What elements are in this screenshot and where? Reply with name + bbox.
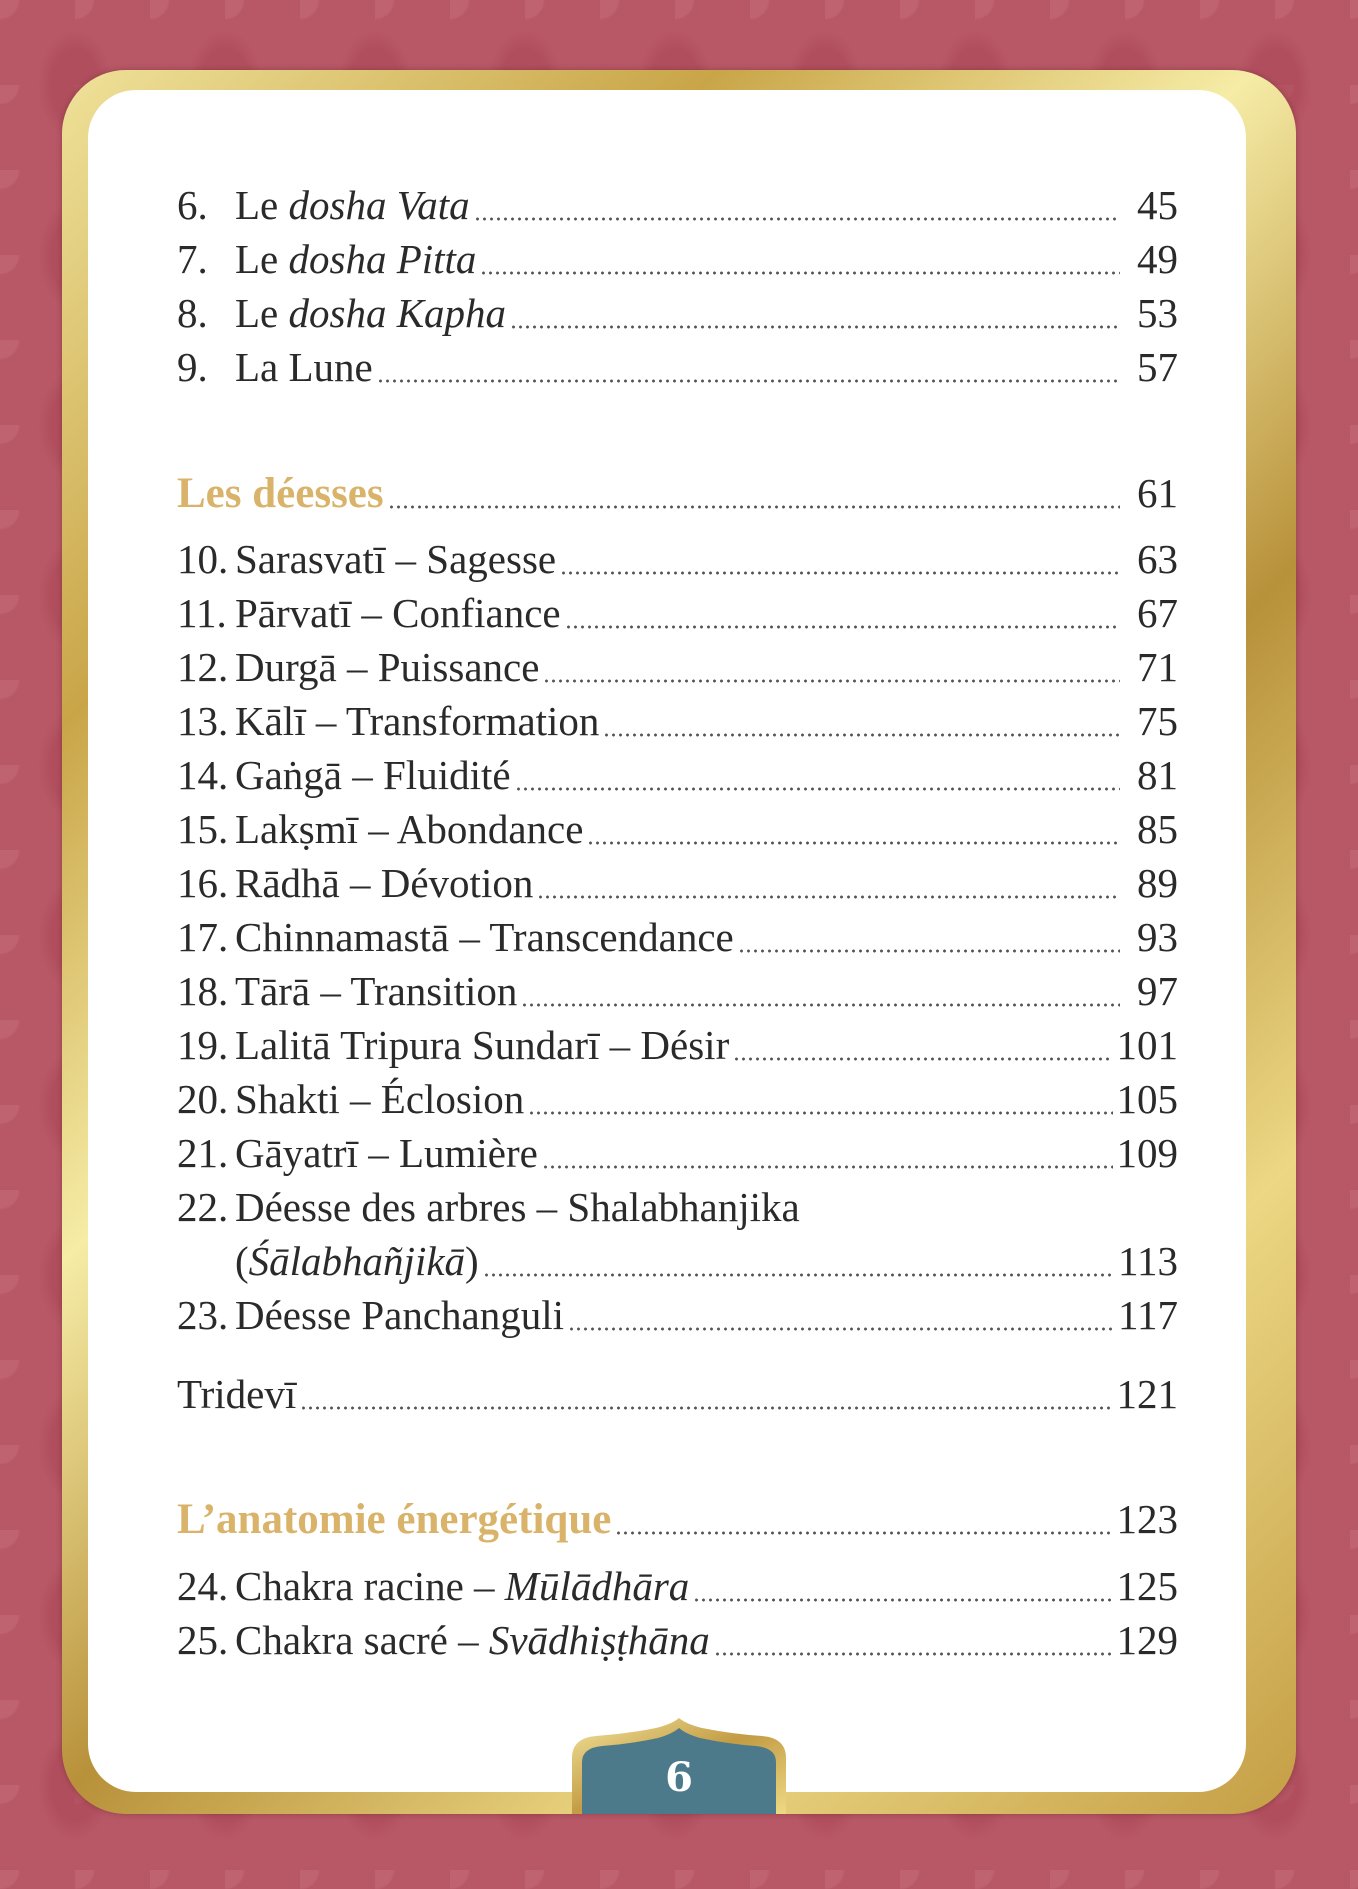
toc-entry-18[interactable] (177, 966, 1178, 1016)
dot-leader (615, 1529, 1112, 1537)
toc-entry-24[interactable] (177, 1561, 1178, 1611)
entry-page: 89 (1137, 860, 1178, 906)
entry-number: 8. (177, 290, 208, 336)
entry-title: Rādhā – Dévotion (235, 860, 534, 906)
entry-page: 81 (1137, 752, 1178, 798)
toc-entry-25[interactable] (177, 1615, 1178, 1665)
toc-entry-tridevi[interactable] (177, 1369, 1178, 1419)
entry-title: Durgā – Puissance (235, 644, 540, 690)
toc-entry-16[interactable] (177, 858, 1178, 908)
entry-page: 121 (1116, 1371, 1178, 1417)
entry-title: Déesse des arbres – Shalabhanjika (235, 1184, 800, 1230)
entry-number: 22. (177, 1184, 229, 1230)
entry-page: 109 (1116, 1130, 1178, 1176)
dot-leader (474, 215, 1120, 223)
toc-entry-19[interactable] (177, 1020, 1178, 1070)
dot-leader (543, 677, 1120, 685)
entry-page: 105 (1116, 1076, 1178, 1122)
entry-title: Déesse Panchanguli (235, 1292, 565, 1338)
entry-title: Lakṣmī – Abondance (235, 806, 584, 852)
page-number: 6 (665, 1754, 693, 1801)
dot-leader (521, 1001, 1120, 1009)
dot-leader (568, 1325, 1114, 1333)
dot-leader (510, 323, 1120, 331)
toc-entry-22-line2[interactable] (177, 1236, 1178, 1286)
toc-entry-17[interactable] (177, 912, 1178, 962)
toc-entry-8[interactable] (177, 288, 1178, 338)
entry-title: Chakra racine – Mūlādhāra (235, 1563, 690, 1609)
entry-page: 71 (1137, 644, 1178, 690)
entry-title: Lalitā Tripura Sundarī – Désir (235, 1022, 730, 1068)
entry-title: Chakra sacré – Svādhiṣṭhāna (235, 1617, 710, 1663)
dot-leader (300, 1404, 1112, 1412)
entry-title: Sarasvatī – Sagesse (235, 536, 557, 582)
toc-entry-9[interactable] (177, 342, 1178, 392)
entry-title: Le dosha Pitta (235, 236, 477, 282)
section-deesses[interactable] (177, 468, 1178, 519)
entry-title: Gaṅgā – Fluidité (235, 752, 511, 798)
entry-number: 9. (177, 344, 208, 390)
entry-number: 10. (177, 536, 229, 582)
entry-number: 15. (177, 806, 229, 852)
section-page: 61 (1137, 470, 1178, 516)
toc-entry-14[interactable] (177, 750, 1178, 800)
section-title: Les déesses (177, 470, 384, 517)
entry-page: 93 (1137, 914, 1178, 960)
entry-number: 20. (177, 1076, 229, 1122)
dot-leader (738, 947, 1120, 955)
toc-entry-11[interactable] (177, 588, 1178, 638)
entry-number: 25. (177, 1617, 229, 1663)
dot-leader (587, 839, 1120, 847)
dot-leader (480, 269, 1120, 277)
section-title: L’anatomie énergétique (177, 1496, 612, 1543)
entry-page: 57 (1137, 344, 1178, 390)
entry-page: 53 (1137, 290, 1178, 336)
entry-title: Le dosha Kapha (235, 290, 507, 336)
toc-entry-15[interactable] (177, 804, 1178, 854)
toc-entry-12[interactable] (177, 642, 1178, 692)
toc-entry-7[interactable] (177, 234, 1178, 284)
dot-leader (377, 377, 1120, 385)
entry-title: Tārā – Transition (235, 968, 518, 1014)
dot-leader (528, 1109, 1112, 1117)
entry-page: 49 (1137, 236, 1178, 282)
section-page: 123 (1116, 1496, 1178, 1542)
toc-entry-13[interactable] (177, 696, 1178, 746)
entry-page: 63 (1137, 536, 1178, 582)
entry-title: Le dosha Vata (235, 182, 470, 228)
toc-entry-6[interactable] (177, 180, 1178, 230)
dot-leader (603, 731, 1120, 739)
entry-page: 67 (1137, 590, 1178, 636)
entry-page: 125 (1116, 1563, 1178, 1609)
toc-entry-23[interactable] (177, 1290, 1178, 1340)
entry-number: 12. (177, 644, 229, 690)
section-anatomie[interactable] (177, 1494, 1178, 1545)
dot-leader (565, 623, 1120, 631)
toc-entry-22-line1[interactable] (177, 1182, 1178, 1232)
dot-leader (388, 503, 1120, 511)
entry-title: Kālī – Transformation (235, 698, 600, 744)
entry-number: 7. (177, 236, 208, 282)
entry-page: 97 (1137, 968, 1178, 1014)
toc-entry-21[interactable] (177, 1128, 1178, 1178)
entry-page: 113 (1118, 1238, 1178, 1284)
entry-number: 13. (177, 698, 229, 744)
dot-leader (560, 569, 1120, 577)
dot-leader (733, 1055, 1112, 1063)
table-of-contents (88, 90, 1246, 1792)
entry-number: 24. (177, 1563, 229, 1609)
entry-page: 129 (1116, 1617, 1178, 1663)
dot-leader (537, 893, 1120, 901)
dot-leader (515, 785, 1120, 793)
entry-title: La Lune (235, 344, 373, 390)
entry-number: 14. (177, 752, 229, 798)
entry-page: 101 (1116, 1022, 1178, 1068)
dot-leader (542, 1163, 1113, 1171)
toc-entry-20[interactable] (177, 1074, 1178, 1124)
entry-page: 45 (1137, 182, 1178, 228)
dot-leader (714, 1650, 1113, 1658)
entry-page: 117 (1118, 1292, 1178, 1338)
dot-leader (693, 1596, 1112, 1604)
entry-page: 85 (1137, 806, 1178, 852)
entry-title: Pārvatī – Confiance (235, 590, 561, 636)
entry-title: Shakti – Éclosion (235, 1076, 525, 1122)
entry-title: Chinnamastā – Transcendance (235, 914, 734, 960)
toc-entry-10[interactable] (177, 534, 1178, 584)
entry-number: 18. (177, 968, 229, 1014)
entry-number: 17. (177, 914, 229, 960)
toc-card (88, 90, 1246, 1792)
entry-number: 21. (177, 1130, 229, 1176)
entry-number: 16. (177, 860, 229, 906)
entry-page: 75 (1137, 698, 1178, 744)
entry-number: 23. (177, 1292, 229, 1338)
entry-number: 11. (177, 590, 227, 636)
entry-title: Gāyatrī – Lumière (235, 1130, 538, 1176)
dot-leader (483, 1271, 1114, 1279)
entry-number: 6. (177, 182, 208, 228)
entry-number: 19. (177, 1022, 229, 1068)
page-number-badge (566, 1718, 792, 1814)
entry-title: Tridevī (177, 1371, 297, 1417)
entry-title-cont: (Śālabhañjikā) (235, 1238, 479, 1284)
